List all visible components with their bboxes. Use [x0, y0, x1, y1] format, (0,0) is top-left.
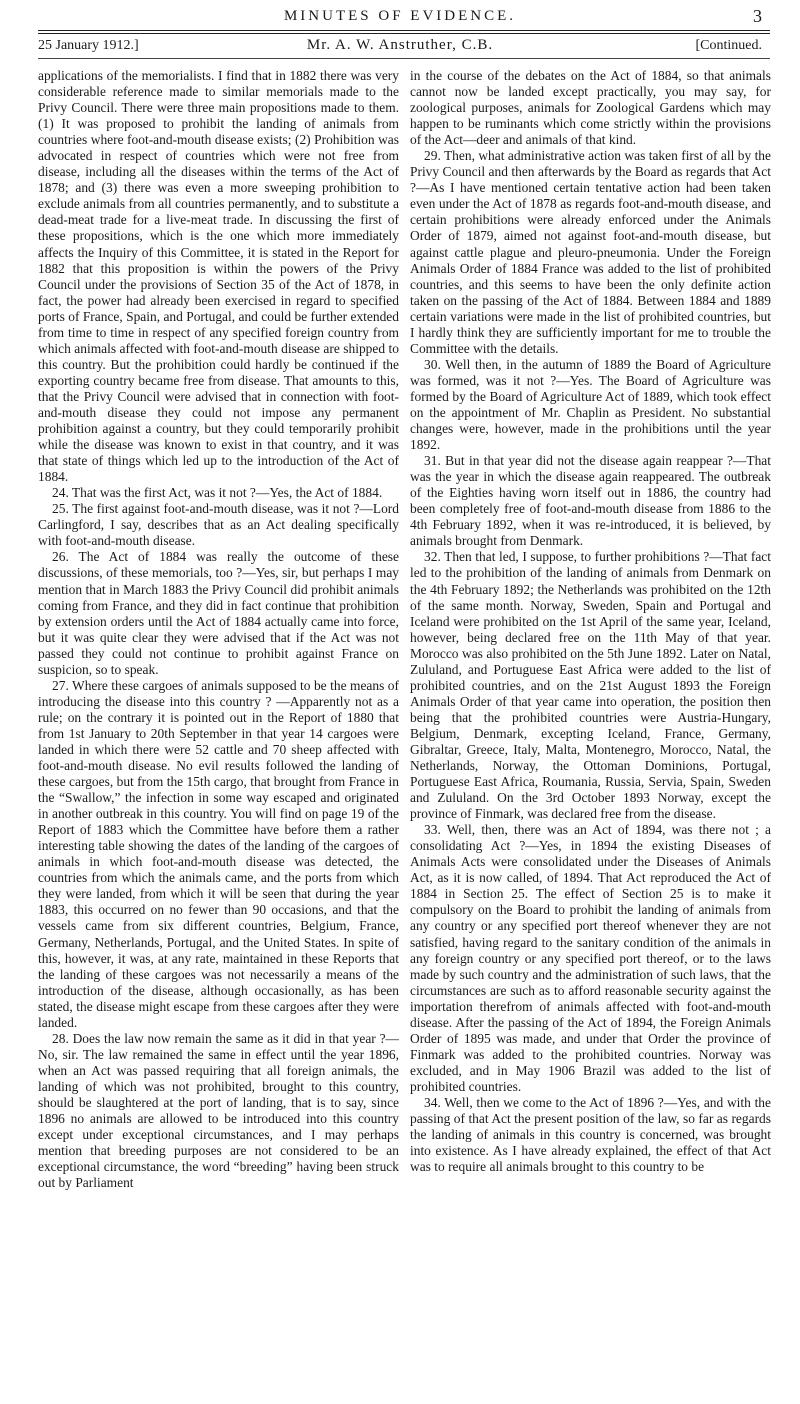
header-rule [38, 58, 770, 59]
sitting-date: 25 January 1912.] [38, 38, 139, 53]
left-column [38, 68, 399, 1191]
paragraph: 26. The Act of 1884 was really the outcome of these discussions, of these memorials, too ?—Yes, sir, but perhaps I may mention that in March 1883 the Privy Council did prohibit animals coming from France, and they did in fact continue that prohibition by extension orders until the Act of 1884 actually came into force, but it was quite clear they were advised that if the Act was not passed they could not continue to prohibit against France on suspicion, so to speak. [38, 549, 399, 677]
paragraph: 25. The first against foot-and-mouth disease, was it not ?—Lord Carlingford, I say, describes that as an Act dealing specifically with foot-and-mouth disease. [38, 501, 399, 549]
paragraph: 34. Well, then we come to the Act of 1896 ?—Yes, and with the passing of that Act the present position of the law, so far as regards the landing of animals in this country is concerned, was brought into existence. As I have already explained, the effect of that Act was to require all animals brought to this country to be [410, 1095, 771, 1175]
paragraph: 31. But in that year did not the disease again reappear ?—That was the year in which the disease again reappeared. The outbreak of the Eighties having worn itself out in 1886, the country had been completely free of foot-and-mouth disease from 1886 to the 4th February 1892, when it was re-introduced, it is believed, by animals brought from Denmark. [410, 453, 771, 549]
right-column [410, 68, 771, 1175]
paragraph: 33. Well, then, there was an Act of 1894, was there not ; a consolidating Act ?—Yes, in 1894 the existing Diseases of Animals Acts were consolidated under the Diseases of Animals Act, as it is now called, of 1894. That Act reproduced the Act of 1884 in Section 25. The effect of Section 25 is to make it compulsory on the Board to prohibit the landing of animals from any country or any specified port thereof whenever they are not satisfied, having regard to the sanitary condition of the animals in any foreign country or any specified port thereof, or to the laws made by such country and the administration of such laws, that the circumstances are such as to afford reasonable security against the importation therefrom of animals affected with foot-and-mouth disease. After the passing of the Act of 1894, the Foreign Animals Order of 1895 was made, and under that Order the province of Finmark was added to the prohibited countries. Norway was excluded, and in May 1906 Brazil was added to the list of prohibited countries. [410, 822, 771, 1094]
paragraph: 29. Then, what administrative action was taken first of all by the Privy Council and then afterwards by the Board as regards that Act ?—As I have mentioned certain tentative action had been taken even under the Act of 1878 as regards foot-and-mouth disease, and certain prohibitions were already enforced under the Animals Order of 1879, aimed not against foot-and-mouth disease, but against cattle plague and pleuro-pneumonia. Under the Foreign Animals Order of 1884 France was added to the list of prohibited countries, and this seems to have been the only definite action taken on the passing of the Act of 1884. Between 1884 and 1889 certain variations were made in the list of prohibited countries, but I hardly think they are sufficiently important for me to trouble the Committee with the details. [410, 148, 771, 356]
running-title: MINUTES OF EVIDENCE. [283, 8, 517, 24]
paragraph: 27. Where these cargoes of animals supposed to be the means of introducing the disease into this country ? —Apparently not as a rule; on the contrary it is pointed out in the Report of 1880 that from 1st January to 20th September in that year 14 cargoes were landed in which there were 52 cattle and 70 sheep affected with foot-and-mouth disease. No evil results followed the landing of these cargoes, but from the 15th cargo, that brought from France in the “Swallow,” the infection in some way escaped and originated in another outbreak in this country. You will find on page 19 of the Report of 1883 which the Committee have before them a rather interesting table showing the dates of the landing of the cargoes of animals in which foot-and-mouth disease was detected, the countries from which the animals came, and the ports from which they were landed, from which it will be seen that during the year 1883, this occurred on no fewer than 90 occasions, and that the vessels came from six different countries, Belgium, France, Germany, Netherlands, Portugal, and the United States. In spite of this, however, it was, at any rate, maintained in these Reports that the landing of these cargoes was not necessarily a means of the introduction of the disease, although occasionally, as has been stated, the disease might escape from these cargoes after they were landed. [38, 677, 399, 1030]
header-rule [38, 30, 770, 31]
paragraph: in the course of the debates on the Act of 1884, so that animals cannot now be landed except practically, you may say, for zoological purposes, animals for Zoological Gardens which may happen to be ruminants which come strictly within the provisions of the Act—deer and animals of that kind. [410, 68, 771, 148]
page-number: 3 [753, 6, 762, 26]
paragraph: 28. Does the law now remain the same as it did in that year ?—No, sir. The law remained the same in effect until the year 1896, when an Act was passed requiring that all foreign animals, the landing of which was not prohibited, brought to this country, should be slaughtered at the port of landing, that is to say, since 1896 no animals are allowed to be introduced into this country except under exceptional circumstances, and I may perhaps mention that breeding purposes are not considered to be an exceptional circumstance, the word “breeding” having been struck out by Parliament [38, 1030, 399, 1191]
header-rule [38, 33, 770, 34]
paragraph: 24. That was the first Act, was it not ?—Yes, the Act of 1884. [52, 485, 383, 501]
witness-name: Mr. A. W. Anstruther, C.B. [306, 37, 494, 53]
paragraph: applications of the memorialists. I find that in 1882 there was very considerable reference made to similar memorials made to the Privy Council. There were three main propositions made to them. (1) It was proposed to prohibit the landing of animals from countries where foot-and-mouth disease exists; (2) Prohibition was advocated in respect of countries which were not free from disease, including all the diseases within the terms of the Act of 1878; and (3) there was even a more sweeping prohibition to exclude animals from all countries permanently, and to substitute a dead-meat trade for a live-meat trade. In discussing the first of these propositions, which is the one which more immediately affects the Inquiry of this Committee, it is stated in the Report for 1882 that this proposition is within the powers of the Privy Council under the provisions of Section 35 of the Act of 1878, in fact, the power had already been exercised in regard to specified ports of France, Spain, and Portugal, and could be further extended from time to time in respect of any specified foreign country from which animals affected with foot-and-mouth disease are shipped to this country. But the prohibition could hardly be continued if the exporting country became free from disease. That amounts to this, that the Privy Council were advised that in connection with foot-and-mouth disease they could not impose any permanent prohibition against a country, but they could temporarily prohibit while the disease was known to exist in that country, and it was that state of things which led up to the introduction of the Act of 1884. [38, 68, 399, 485]
paragraph: 32. Then that led, I suppose, to further prohibitions ?—That fact led to the prohibition of the landing of animals from Denmark on the 4th February 1892; the Netherlands was prohibited on the 12th of the same month. Norway, Sweden, Spain and Portugal and Iceland were prohibited on the 1st April of the same year, Iceland, however, being declared free on the 11th May of that year. Morocco was also prohibited on the 5th June 1892. Later on Natal, Zululand, and Portuguese East Africa were added to the list of prohibited countries, and on the 21st August 1893 the Foreign Animals Order of that year came into operation, the position then being that the prohibited countries were Austria-Hungary, Belgium, Denmark, excepting Iceland, France, Germany, Gibraltar, Greece, Italy, Malta, Montenegro, Morocco, Natal, the Netherlands, Norway, the Ottoman Dominions, Portugal, Portuguese East Africa, Roumania, Russia, Servia, Spain, Sweden and Zululand. On the 3rd October 1893 Norway, except the province of Finmark, was declared free from the disease. [410, 549, 771, 822]
continued-label: [Continued. [695, 38, 762, 53]
paragraph: 30. Well then, in the autumn of 1889 the Board of Agriculture was formed, was it not ?—Yes. The Board of Agriculture was formed by the Board of Agriculture Act of 1889, which took effect on the appointment of Mr. Chaplin as President. No substantial changes were, however, made in the prohibitions until the year 1892. [410, 356, 771, 453]
